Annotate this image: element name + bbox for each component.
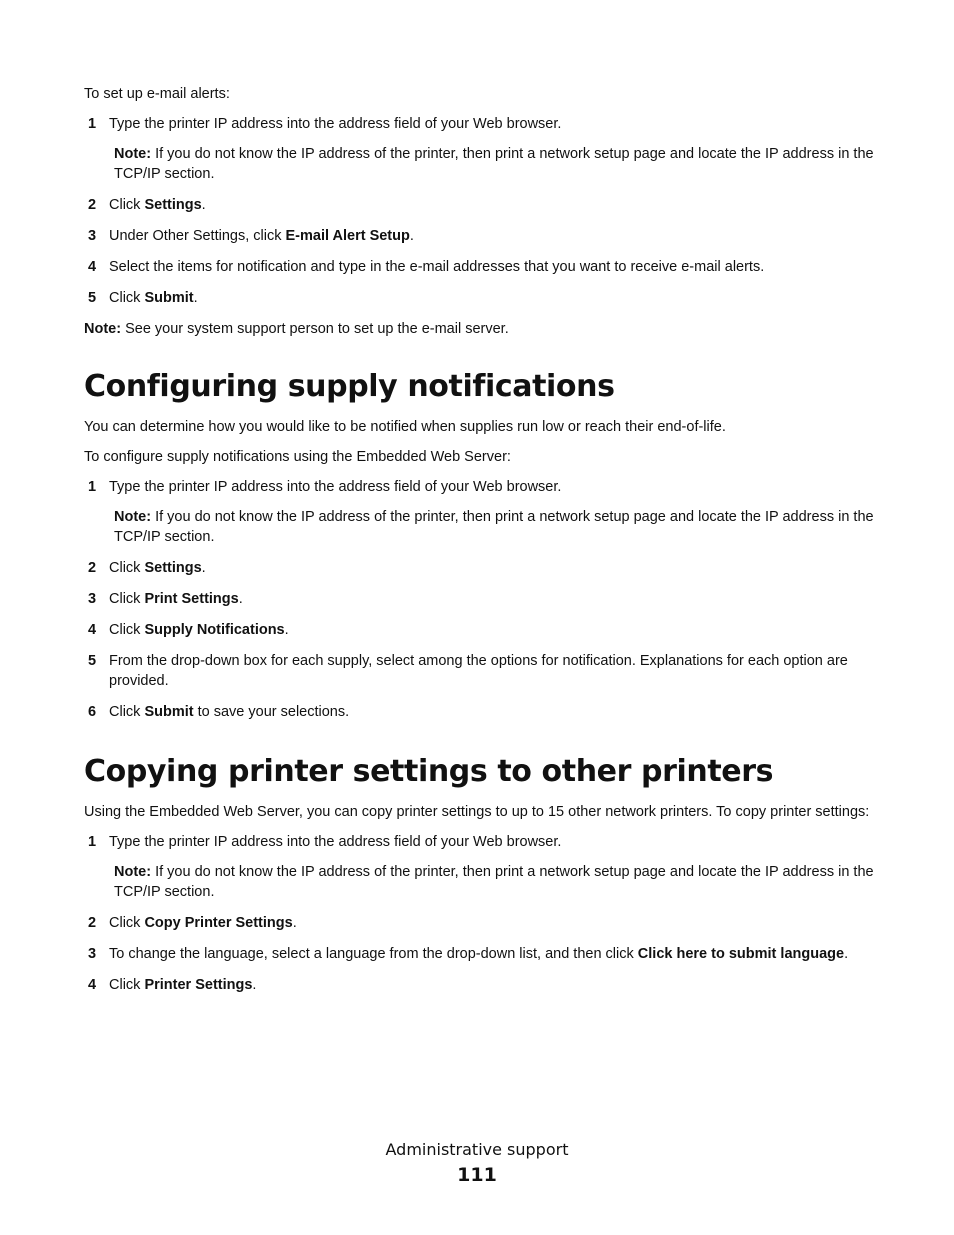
step-text-end: . bbox=[292, 915, 297, 931]
step-number: 2 bbox=[88, 915, 97, 931]
list-item bbox=[84, 226, 874, 246]
list-item bbox=[84, 589, 874, 609]
note-text: If you do not know the IP address of the printer, then print a network setup page and locate the IP address in the TCP/IP section. bbox=[114, 146, 874, 182]
list-item bbox=[84, 257, 874, 277]
step-text: Type the printer IP address into the address field of your Web browser. bbox=[109, 116, 562, 132]
step-text: Click bbox=[109, 622, 145, 638]
step-text: Click bbox=[109, 197, 145, 213]
ui-term: Submit bbox=[144, 704, 194, 720]
list-item bbox=[84, 114, 874, 134]
list-item bbox=[84, 651, 874, 691]
ui-term: E-mail Alert Setup bbox=[285, 228, 410, 244]
ui-term: Settings bbox=[144, 560, 202, 576]
step-number: 3 bbox=[88, 228, 97, 244]
step-text: Click bbox=[109, 591, 145, 607]
step-text-end: . bbox=[201, 197, 206, 213]
ui-term: Settings bbox=[144, 197, 202, 213]
step-text: Select the items for notification and type in the e-mail addresses that you want to receive e-mail alerts. bbox=[109, 259, 765, 275]
note bbox=[114, 144, 874, 184]
step-number: 2 bbox=[88, 560, 97, 576]
page-footer bbox=[0, 1139, 954, 1189]
step-number: 4 bbox=[88, 622, 97, 638]
list-item bbox=[84, 832, 874, 852]
step-text: To change the language, select a language from the drop-down list, and then click bbox=[109, 946, 638, 962]
page-content bbox=[84, 84, 874, 1006]
step-text-end: . bbox=[201, 560, 206, 576]
step-text: Type the printer IP address into the address field of your Web browser. bbox=[109, 479, 562, 495]
step-text-end: . bbox=[252, 977, 257, 993]
list-item bbox=[84, 975, 874, 995]
note-text: If you do not know the IP address of the printer, then print a network setup page and locate the IP address in the TCP/IP section. bbox=[114, 864, 874, 900]
step-text-end: . bbox=[193, 290, 198, 306]
supply-notification-steps bbox=[84, 477, 874, 497]
note-text: If you do not know the IP address of the printer, then print a network setup page and locate the IP address in the TCP/IP section. bbox=[114, 509, 874, 545]
copy-settings-steps-cont bbox=[84, 913, 874, 995]
list-item bbox=[84, 558, 874, 578]
step-text-end: to save your selections. bbox=[193, 704, 350, 720]
footer-chapter-label: Administrative support bbox=[385, 1140, 569, 1159]
step-number: 1 bbox=[88, 116, 97, 132]
step-text-end: . bbox=[238, 591, 243, 607]
note-label: Note: bbox=[114, 146, 152, 162]
page-number: 111 bbox=[457, 1164, 497, 1186]
step-text: Under Other Settings, click bbox=[109, 228, 286, 244]
section-heading-supply-notifications: Configuring supply notifications bbox=[84, 369, 615, 404]
ui-term: Click here to submit language bbox=[637, 946, 845, 962]
step-text: Click bbox=[109, 290, 145, 306]
list-item bbox=[84, 913, 874, 933]
list-item bbox=[84, 944, 874, 964]
section1-para1: You can determine how you would like to be notified when supplies run low or reach their end-of-life. bbox=[84, 419, 726, 435]
step-number: 5 bbox=[88, 653, 97, 669]
step-text: Click bbox=[109, 704, 145, 720]
list-item bbox=[84, 477, 874, 497]
list-item bbox=[84, 620, 874, 640]
ui-term: Print Settings bbox=[144, 591, 239, 607]
section2-para1: Using the Embedded Web Server, you can copy printer settings to up to 15 other network printers. To copy printer settings: bbox=[84, 804, 870, 820]
step-number: 4 bbox=[88, 977, 97, 993]
note-label: Note: bbox=[84, 321, 122, 337]
ui-term: Copy Printer Settings bbox=[144, 915, 293, 931]
step-number: 3 bbox=[88, 946, 97, 962]
ui-term: Printer Settings bbox=[144, 977, 253, 993]
email-alert-steps bbox=[84, 114, 874, 134]
step-text: Type the printer IP address into the address field of your Web browser. bbox=[109, 834, 562, 850]
note bbox=[114, 862, 874, 902]
email-alert-steps-cont bbox=[84, 195, 874, 308]
step-text-end: . bbox=[409, 228, 414, 244]
step-number: 6 bbox=[88, 704, 97, 720]
supply-notification-steps-cont bbox=[84, 558, 874, 722]
list-item bbox=[84, 702, 874, 722]
note-text: See your system support person to set up the e-mail server. bbox=[121, 321, 509, 337]
list-item bbox=[84, 288, 874, 308]
step-number: 3 bbox=[88, 591, 97, 607]
step-text: Click bbox=[109, 915, 145, 931]
step-number: 4 bbox=[88, 259, 97, 275]
copy-settings-steps bbox=[84, 832, 874, 852]
step-number: 2 bbox=[88, 197, 97, 213]
step-number: 1 bbox=[88, 479, 97, 495]
note bbox=[114, 507, 874, 547]
ui-term: Supply Notifications bbox=[144, 622, 285, 638]
note-label: Note: bbox=[114, 864, 152, 880]
ui-term: Submit bbox=[144, 290, 194, 306]
intro-lead: To set up e-mail alerts: bbox=[84, 86, 230, 102]
step-text-end: . bbox=[844, 946, 849, 962]
step-text: Click bbox=[109, 560, 145, 576]
step-text: From the drop-down box for each supply, select among the options for notification. Explanations for each option are provided. bbox=[109, 653, 848, 689]
section1-para2: To configure supply notifications using the Embedded Web Server: bbox=[84, 449, 511, 465]
section-heading-copy-settings: Copying printer settings to other printers bbox=[84, 754, 774, 789]
step-number: 1 bbox=[88, 834, 97, 850]
step-number: 5 bbox=[88, 290, 97, 306]
final-note bbox=[84, 319, 874, 339]
step-text: Click bbox=[109, 977, 145, 993]
note-label: Note: bbox=[114, 509, 152, 525]
step-text-end: . bbox=[284, 622, 289, 638]
list-item bbox=[84, 195, 874, 215]
